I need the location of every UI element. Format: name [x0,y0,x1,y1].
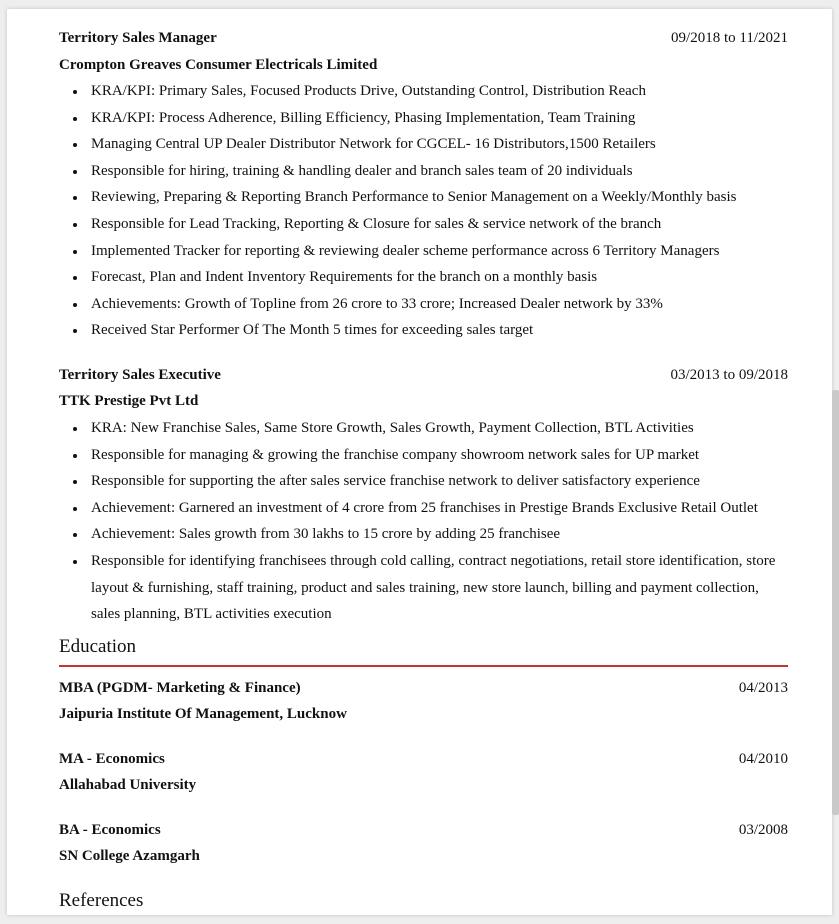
institution-name: Jaipuria Institute Of Management, Lucknow [59,706,347,723]
degree-name: MBA (PGDM- Marketing & Finance) [59,679,301,696]
degree-name: BA - Economics [59,821,161,838]
job-entry [59,25,788,344]
education-entry [59,746,788,799]
job-header [59,25,788,52]
company-name: TTK Prestige Pvt Ltd [59,393,199,410]
job-title: Territory Sales Executive [59,366,221,383]
bullet-item: Reviewing, Preparing & Reporting Branch Performance to Senior Management on a Weekly/Monthly basis [59,184,788,211]
bullet-item: Achievement: Garnered an investment of 4 crore from 25 franchises in Prestige Brands Exclusive Retail Outlet [59,495,788,522]
bullet-item: Responsible for identifying franchisees through cold calling, contract negotiations, retail store identification, store layout & furnishing, staff training, product and sales training, new store launch, billing and payment collection, sales planning, BTL activities execution [59,548,788,628]
bullet-item: Responsible for managing & growing the franchise company showroom network sales for UP market [59,442,788,469]
degree-date: 03/2008 [738,821,788,838]
bullet-item: Implemented Tracker for reporting & reviewing dealer scheme performance across 6 Territory Managers [59,238,788,265]
bullet-item: Responsible for supporting the after sales service franchise network to deliver satisfactory experience [59,468,788,495]
bullet-item: Managing Central UP Dealer Distributor Network for CGCEL- 16 Distributors,1500 Retailers [59,131,788,158]
bullet-item: KRA/KPI: Process Adherence, Billing Efficiency, Phasing Implementation, Team Training [59,105,788,132]
references-heading: References [59,889,144,911]
job-bullets [59,415,788,628]
job-title: Territory Sales Manager [59,30,217,46]
section-divider [59,665,788,667]
education-header [59,817,788,844]
bullet-item: Achievements: Growth of Topline from 26 crore to 33 crore; Increased Dealer network by 33% [59,291,788,318]
job-entry [59,362,788,628]
resume-page [7,9,832,915]
bullet-item: Received Star Performer Of The Month 5 times for exceeding sales target [59,317,788,344]
job-bullets [59,78,788,344]
education-heading: Education [59,635,137,657]
spacer [59,344,788,362]
bullet-item: KRA/KPI: Primary Sales, Focused Products Drive, Outstanding Control, Distribution Reach [59,78,788,105]
degree-name: MA - Economics [59,750,165,767]
job-dates: 09/2018 to 11/2021 [671,30,788,46]
degree-date: 04/2010 [738,750,788,767]
education-header [59,746,788,773]
bullet-item: Achievement: Sales growth from 30 lakhs to 15 crore by adding 25 franchisee [59,521,788,548]
education-header [59,675,788,702]
education-entry [59,817,788,870]
education-entry [59,675,788,728]
resume-content [59,25,788,915]
company-name: Crompton Greaves Consumer Electricals Limited [59,56,378,73]
scrollbar-thumb[interactable] [832,390,839,815]
bullet-item: Responsible for hiring, training & handling dealer and branch sales team of 20 individuals [59,158,788,185]
institution-name: SN College Azamgarh [59,848,200,865]
job-dates: 03/2013 to 09/2018 [670,366,788,383]
bullet-item: KRA: New Franchise Sales, Same Store Growth, Sales Growth, Payment Collection, BTL Activities [59,415,788,442]
bullet-item: Responsible for Lead Tracking, Reporting & Closure for sales & service network of the branch [59,211,788,238]
institution-name: Allahabad University [59,777,197,794]
job-header [59,362,788,389]
degree-date: 04/2013 [738,679,788,696]
bullet-item: Forecast, Plan and Indent Inventory Requirements for the branch on a monthly basis [59,264,788,291]
